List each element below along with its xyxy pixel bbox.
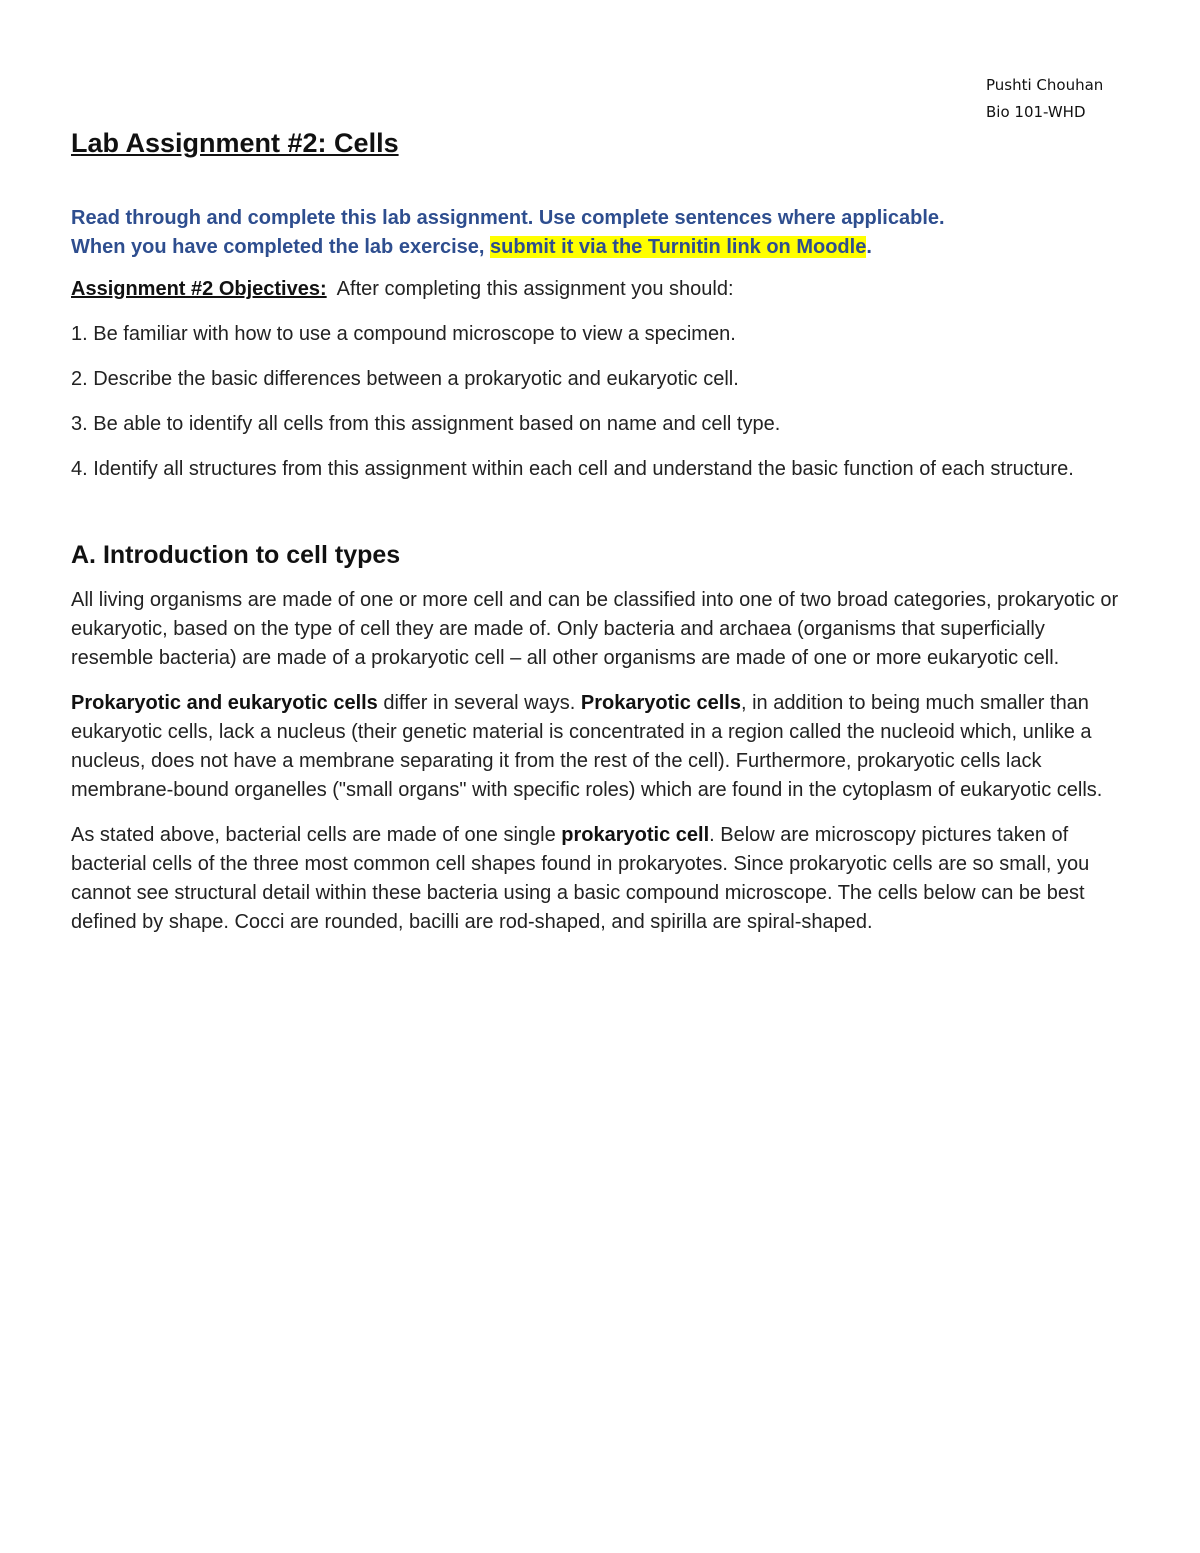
objective-item-1: 1. Be familiar with how to use a compound microscope to view a specimen. [71, 323, 736, 345]
document-body [71, 124, 1131, 953]
section-a-heading: A. Introduction to cell types [71, 541, 401, 569]
para3-text-1: As stated above, bacterial cells are made of one single [71, 824, 562, 846]
page-title: Lab Assignment #2: Cells [71, 128, 399, 158]
objective-item-4: 4. Identify all structures from this assignment within each cell and understand the basic function of each structure. [71, 458, 1074, 480]
section-a-paragraph-3 [71, 821, 1131, 937]
author-name: Pushti Chouhan [986, 76, 1104, 94]
para2-bold-1: Prokaryotic and eukaryotic cells [71, 692, 378, 714]
submission-highlight: submit it via the Turnitin link on Moodle [490, 236, 867, 258]
objective-item-2: 2. Describe the basic differences between a prokaryotic and eukaryotic cell. [71, 368, 739, 390]
instructions-line-1: Read through and complete this lab assignment. Use complete sentences where applicable. [71, 207, 945, 229]
instructions-line-2-prefix: When you have completed the lab exercise, [71, 236, 491, 258]
section-a-paragraph-1: All living organisms are made of one or more cell and can be classified into one of two broad categories, prokaryotic or eukaryotic, based on the type of cell they are made of. Only bacteria and archaea (organisms that superficially resemble bacteria) are made of a prokaryotic cell – all other organisms are made of one or more eukaryotic cell. [71, 589, 1119, 669]
para2-text-2: , in addition to being much smaller than eukaryotic cells, lack a nucleus (their genetic material is concentrated in a region called the nucleoid which, unlike a nucleus, does not have a membrane separating it from the rest of the cell). Furthermore, prokaryotic cells lack membrane-bound organelles ("small organs" with specific roles) which are found in the cytoplasm of eukaryotic cells. [71, 692, 1103, 801]
para2-text-1: differ in several ways. [377, 692, 581, 714]
objective-item-3: 3. Be able to identify all cells from this assignment based on name and cell type. [71, 413, 781, 435]
objectives-intro [71, 275, 1131, 304]
author-info [986, 72, 1103, 126]
instructions [71, 204, 1131, 262]
para3-bold-1: prokaryotic cell [561, 824, 710, 846]
objectives-intro-text: After completing this assignment you should: [326, 278, 734, 300]
para2-bold-2: Prokaryotic cells [580, 692, 741, 714]
section-a-paragraph-2 [71, 689, 1131, 805]
instructions-line-2-suffix: . [866, 236, 872, 258]
para3-text-2: . Below are microscopy pictures taken of bacterial cells of the three most common cell shapes found in prokaryotes. Since prokaryotic cells are so small, you cannot see structural detail within these bacteria using a basic compound microscope. The cells below can be best defined by shape. Cocci are rounded, bacilli are rod-shaped, and spirilla are spiral-shaped. [71, 824, 1090, 933]
objectives-label: Assignment #2 Objectives: [71, 278, 327, 300]
course-code: Bio 101-WHD [986, 103, 1086, 121]
